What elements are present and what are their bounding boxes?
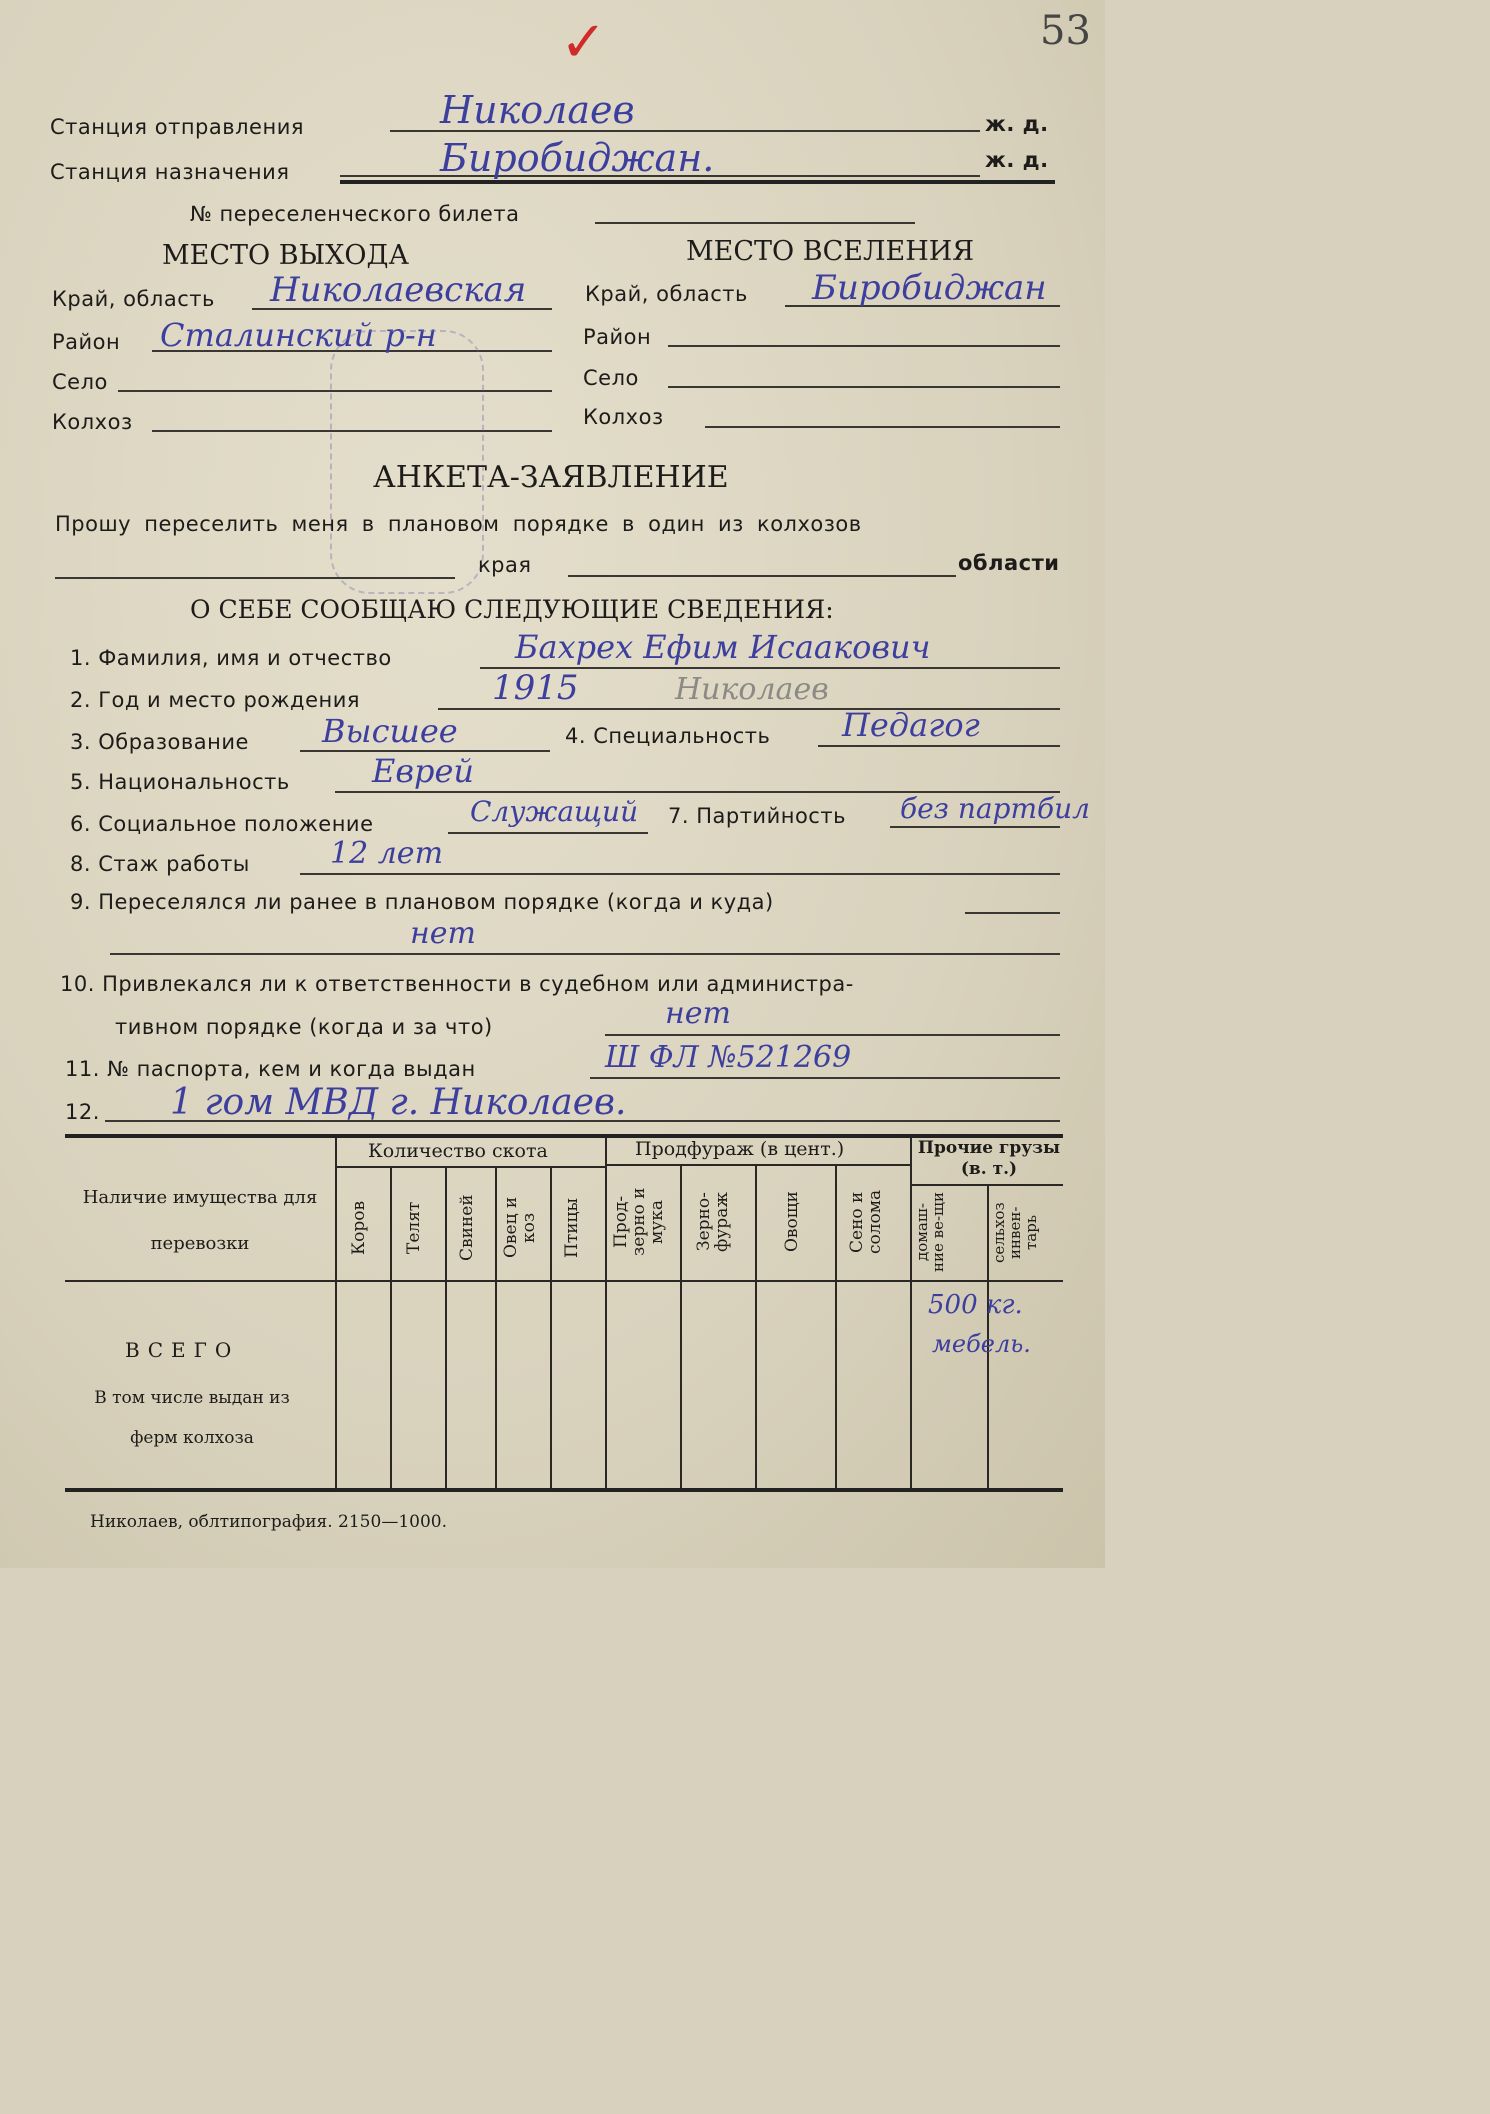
col-sheep-goats: Овец и коз	[501, 1196, 539, 1259]
exit-kolkhoz-label: Колхоз	[52, 410, 133, 434]
livestock-sub-rule	[335, 1166, 605, 1168]
q10-line	[605, 1034, 1060, 1036]
check-mark-icon: ✓	[560, 10, 607, 75]
q11-line	[590, 1077, 1060, 1079]
livestock-header: Количество скота	[368, 1140, 548, 1162]
q11-value: Ш ФЛ №521269	[605, 1040, 852, 1075]
exit-region-label: Край, область	[52, 287, 215, 311]
household-value-2: мебель.	[932, 1330, 1031, 1358]
request-kraya: края	[478, 553, 532, 577]
q1-value: Бахрех Ефим Исаакович	[515, 628, 931, 666]
col-rule-4	[495, 1166, 497, 1488]
q2-place: Николаев	[675, 672, 829, 707]
q1-label: 1. Фамилия, имя и отчество	[70, 646, 392, 670]
about-title: О СЕБЕ СООБЩАЮ СЛЕДУЮЩИЕ СВЕДЕНИЯ:	[190, 595, 834, 624]
col-rule-2	[390, 1166, 392, 1488]
settle-kolkhoz-line	[705, 426, 1060, 428]
departure-label: Станция отправления	[50, 115, 304, 139]
q6-line	[448, 832, 648, 834]
q8-value: 12 лет	[330, 836, 444, 871]
request-oblasti: области	[958, 551, 1060, 575]
feed-header: Продфураж (в цент.)	[635, 1138, 845, 1160]
feed-sub-rule	[605, 1164, 910, 1166]
header-rule	[340, 180, 1055, 184]
exit-title: МЕСТО ВЫХОДА	[162, 240, 409, 271]
table-bottom-rule	[65, 1488, 1063, 1492]
q7-value: без партбил	[900, 792, 1090, 825]
departure-suffix: ж. д.	[985, 112, 1049, 136]
q9-value: нет	[410, 916, 476, 951]
destination-label: Станция назначения	[50, 160, 290, 184]
q4-line	[818, 745, 1060, 747]
settle-region-label: Край, область	[585, 282, 748, 306]
q5-value: Еврей	[372, 752, 475, 790]
col-calves: Телят	[404, 1201, 424, 1254]
q3-value: Высшее	[322, 712, 458, 750]
col-rule-6	[605, 1138, 607, 1488]
q6-value: Служащий	[470, 795, 639, 828]
col-rule-10	[910, 1138, 912, 1488]
q2-label: 2. Год и место рождения	[70, 688, 360, 712]
exit-village-label: Село	[52, 370, 108, 394]
q6-label: 6. Социальное положение	[70, 812, 374, 836]
settle-district-line	[668, 345, 1060, 347]
q4-value: Педагог	[842, 706, 980, 744]
col-rule-7	[680, 1164, 682, 1488]
col-grain-flour: Прод-зерно и мука	[611, 1187, 667, 1257]
settle-village-label: Село	[583, 366, 639, 390]
settle-kolkhoz-label: Колхоз	[583, 405, 664, 429]
col-pigs: Свиней	[457, 1194, 477, 1261]
ticket-label: № переселенческого билета	[190, 202, 520, 226]
col-rule-5	[550, 1166, 552, 1488]
q9-line2	[110, 953, 1060, 955]
other-header: Прочие грузы (в. т.)	[917, 1138, 1061, 1179]
settle-village-line	[668, 386, 1060, 388]
q12-value: 1 гом МВД г. Николаев.	[170, 1082, 627, 1123]
q8-label: 8. Стаж работы	[70, 852, 250, 876]
q5-label: 5. Национальность	[70, 770, 290, 794]
form-title: АНКЕТА-ЗАЯВЛЕНИЕ	[373, 460, 729, 495]
q9-line	[965, 912, 1060, 914]
q10-label-2: тивном порядке (когда и за что)	[115, 1015, 493, 1039]
exit-region-value: Николаевская	[270, 270, 527, 310]
q7-line	[890, 826, 1060, 828]
col-rule-1	[335, 1138, 337, 1488]
q9-label: 9. Переселялся ли ранее в плановом порядке (когда и куда)	[70, 890, 774, 914]
exit-district-label: Район	[52, 330, 121, 354]
q7-label: 7. Партийность	[668, 804, 846, 828]
col-hay-straw: Сено и солома	[847, 1189, 885, 1255]
col-poultry: Птицы	[562, 1197, 582, 1258]
destination-value: Биробиджан.	[440, 136, 715, 180]
q10-value: нет	[665, 996, 731, 1031]
settle-district-label: Район	[583, 325, 652, 349]
property-header: Наличие имущества для перевозки	[82, 1187, 318, 1254]
household-value: 500 кг.	[928, 1290, 1023, 1320]
request-line: Прошу переселить меня в плановом порядке в один из колхозов	[55, 512, 862, 536]
q3-label: 3. Образование	[70, 730, 249, 754]
col-rule-3	[445, 1166, 447, 1488]
col-vegetables: Овощи	[782, 1191, 802, 1253]
departure-value: Николаев	[440, 88, 635, 132]
settle-title: МЕСТО ВСЕЛЕНИЯ	[686, 236, 975, 267]
including-label: В том числе выдан из ферм колхоза	[94, 1388, 290, 1448]
col-household: домаш-ние ве-щи	[913, 1192, 947, 1273]
destination-suffix: ж. д.	[985, 148, 1049, 172]
exit-district-value: Сталинский р-н	[160, 316, 437, 354]
q2-value: 1915	[492, 668, 579, 708]
q11-label: 11. № паспорта, кем и когда выдан	[65, 1057, 476, 1081]
col-fodder-grain: Зерно-фураж	[694, 1192, 732, 1252]
settle-region-value: Биробиджан	[812, 268, 1047, 308]
col-rule-9	[835, 1164, 837, 1488]
page-number: 53	[1040, 8, 1091, 54]
q8-line	[300, 873, 1060, 875]
col-agri-tools: сельхоз инвен-тарь	[990, 1202, 1040, 1263]
col-cows: Коров	[349, 1200, 369, 1255]
ticket-line	[595, 222, 915, 224]
table-top-rule	[65, 1134, 1063, 1138]
request-kraya-line	[55, 577, 455, 579]
footer-imprint: Николаев, облтипография. 2150—1000.	[90, 1512, 447, 1532]
col-rule-8	[755, 1164, 757, 1488]
total-label: ВСЕГО	[125, 1338, 240, 1362]
table-header-rule	[65, 1280, 1063, 1282]
q12-label: 12.	[65, 1100, 100, 1124]
request-oblasti-line	[568, 575, 956, 577]
q10-label-1: 10. Привлекался ли к ответственности в судебном или администра-	[60, 972, 854, 996]
q4-label: 4. Специальность	[565, 724, 771, 748]
